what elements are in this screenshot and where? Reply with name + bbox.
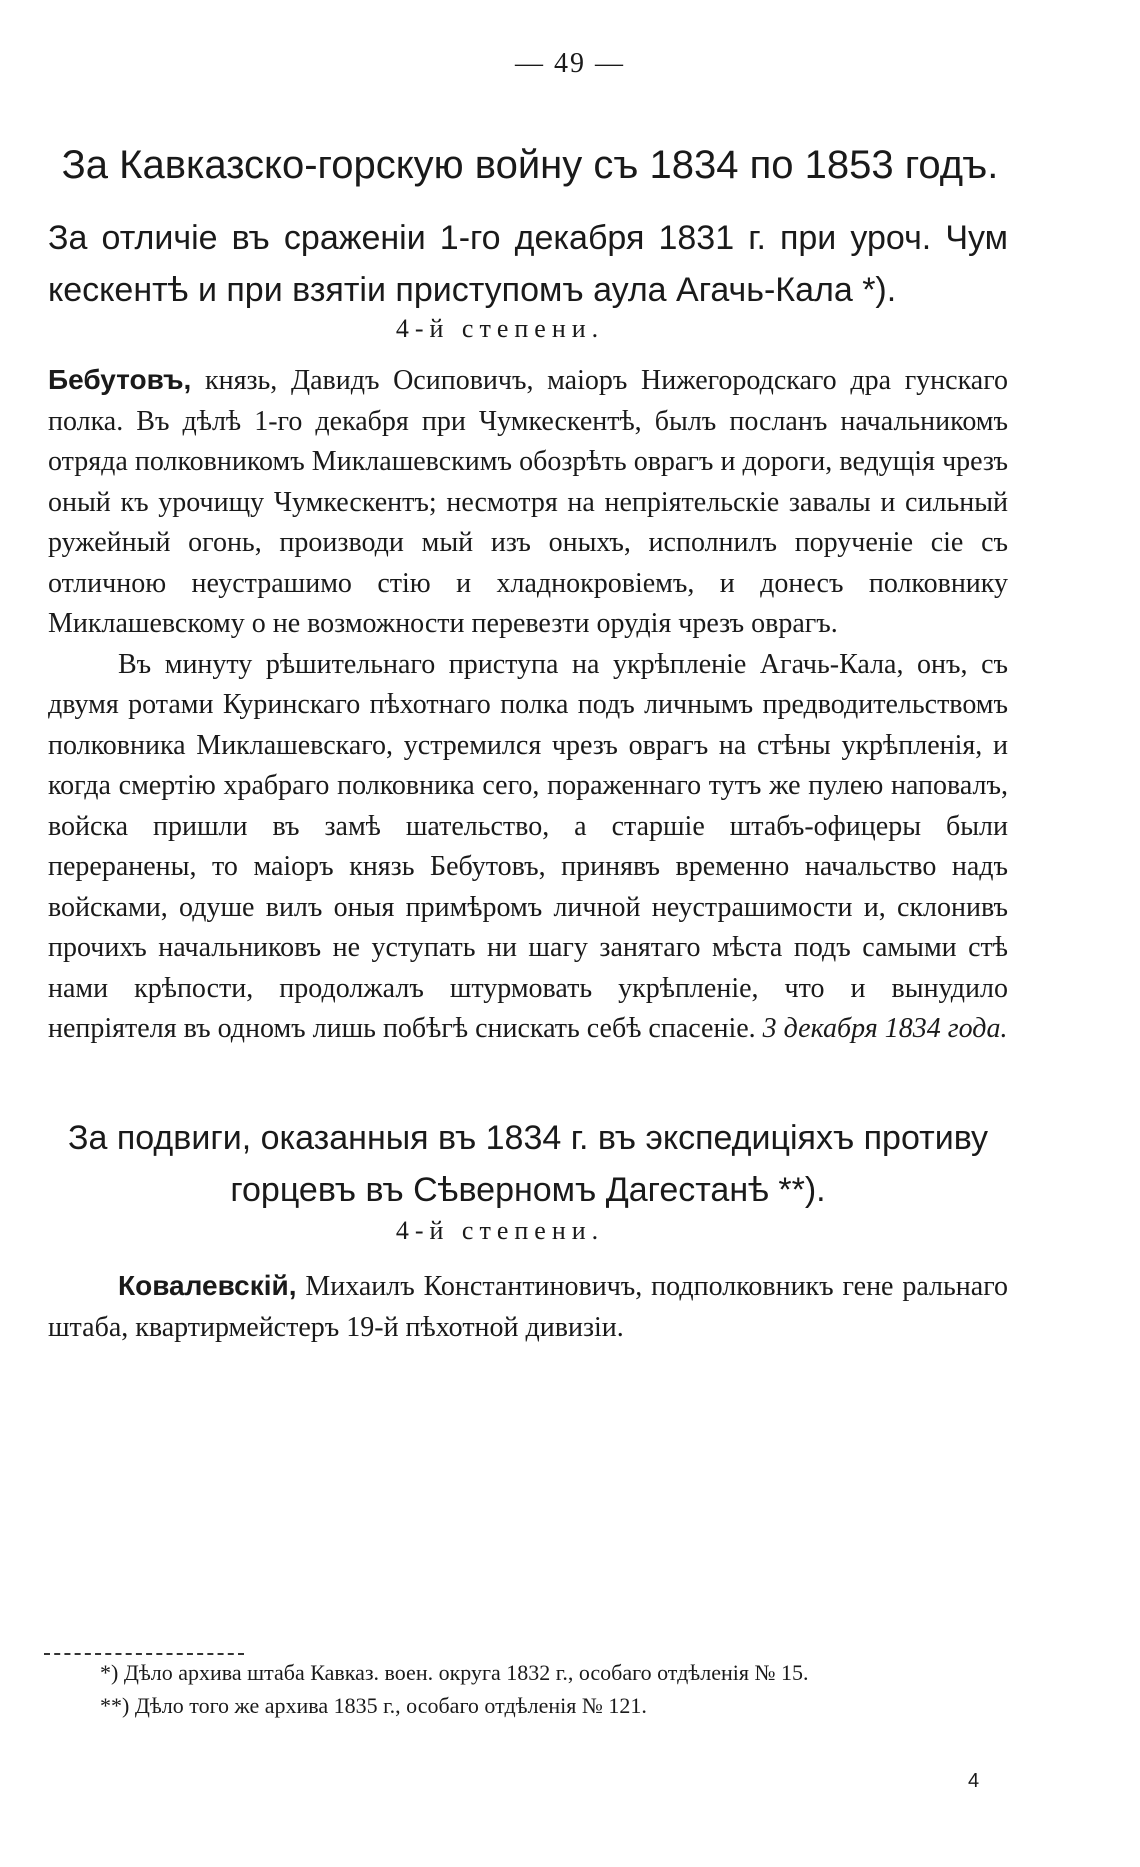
footnote-divider: [44, 1653, 244, 1655]
entry-paragraph-1: [48, 360, 1008, 645]
footnotes: [100, 1656, 1020, 1722]
person-name-bebutov: Бебутовъ,: [48, 364, 192, 395]
entry-paragraph-2: [48, 645, 1008, 1050]
entry-kovalevsky: [48, 1266, 1008, 1348]
person-name-kovalevsky: Ковалевскій,: [118, 1270, 297, 1301]
entry-text-1: князь, Давидъ Осиповичъ, маіоръ Нижегородскаго дра гунскаго полка. Въ дѣлѣ 1-го декабря при Чумкескентѣ, былъ посланъ начальникомъ отряда полковникомъ Миклашевскимъ обозрѣть оврагъ и дороги, ведущія чрезъ оный къ урочищу Чумкескентъ; несмотря на непріятельскіе завалы и сильный ружейный огонь, производи мый изъ оныхъ, исполнилъ порученіе сіе съ отличною неустрашимо стію и хладнокровіемъ, и донесъ полковнику Миклашевскому о не возможности перевезти орудія чрезъ оврагъ.: [48, 365, 1008, 639]
footnote-2: **) Дѣло того же архива 1835 г., особаго отдѣленія № 121.: [100, 1693, 647, 1718]
entry-text-3: Михаилъ Константиновичъ, подполковникъ гене ральнаго штаба, квартирмейстеръ 19-й пѣхотной дивизіи.: [48, 1271, 1008, 1343]
degree-heading-2: 4-й степени.: [395, 1216, 605, 1245]
section-title: За Кавказско-горскую войну съ 1834 по 1853 годъ.: [61, 143, 999, 187]
entry-date: 3 декабря 1834 года.: [762, 1013, 1008, 1044]
footnote-1: *) Дѣло архива штаба Кавказ. воен. округа 1832 г., особаго отдѣленія № 15.: [100, 1660, 809, 1685]
signature-mark: 4: [968, 1770, 980, 1792]
award-subtitle-2: За подвиги, оказанныя въ 1834 г. въ экспедиціяхъ противу горцевъ въ Сѣверномъ Дагестанѣ **).: [67, 1119, 989, 1209]
entry-paragraph-3: [48, 1266, 1008, 1348]
degree-heading-1: 4-й степени.: [395, 314, 605, 343]
entry-bebutov: [48, 360, 1008, 1050]
entry-text-2: Въ минуту рѣшительнаго приступа на укрѣпленіе Агачь-Кала, онъ, съ двумя ротами Куринскаго пѣхотнаго полка подъ личнымъ предводительствомъ полковника Миклашевскаго, устремился чрезъ оврагъ на стѣны укрѣпленія, и когда смертію храбраго полковника сего, пораженнаго тутъ же пулею наповалъ, войска пришли въ замѣ шательство, а старшіе штабъ-офицеры были переранены, то маіоръ князь Бебутовъ, принявъ временно начальство надъ войсками, одуше вилъ оныя примѣромъ личной неустрашимости и, склонивъ прочихъ начальниковъ не уступать ни шагу занятаго мѣста подъ самыми стѣ нами крѣпости, продолжалъ штурмовать укрѣпленіе, что и вынудило непріятеля въ одномъ лишь побѣгѣ снискать себѣ спасеніе.: [48, 648, 1008, 1044]
page-number: — 49 —: [515, 48, 625, 79]
award-subtitle-1: За отличіе въ сраженіи 1-го декабря 1831 г. при уроч. Чум кескентѣ и при взятіи приступомъ аула Агачь-Кала *).: [48, 219, 1008, 309]
